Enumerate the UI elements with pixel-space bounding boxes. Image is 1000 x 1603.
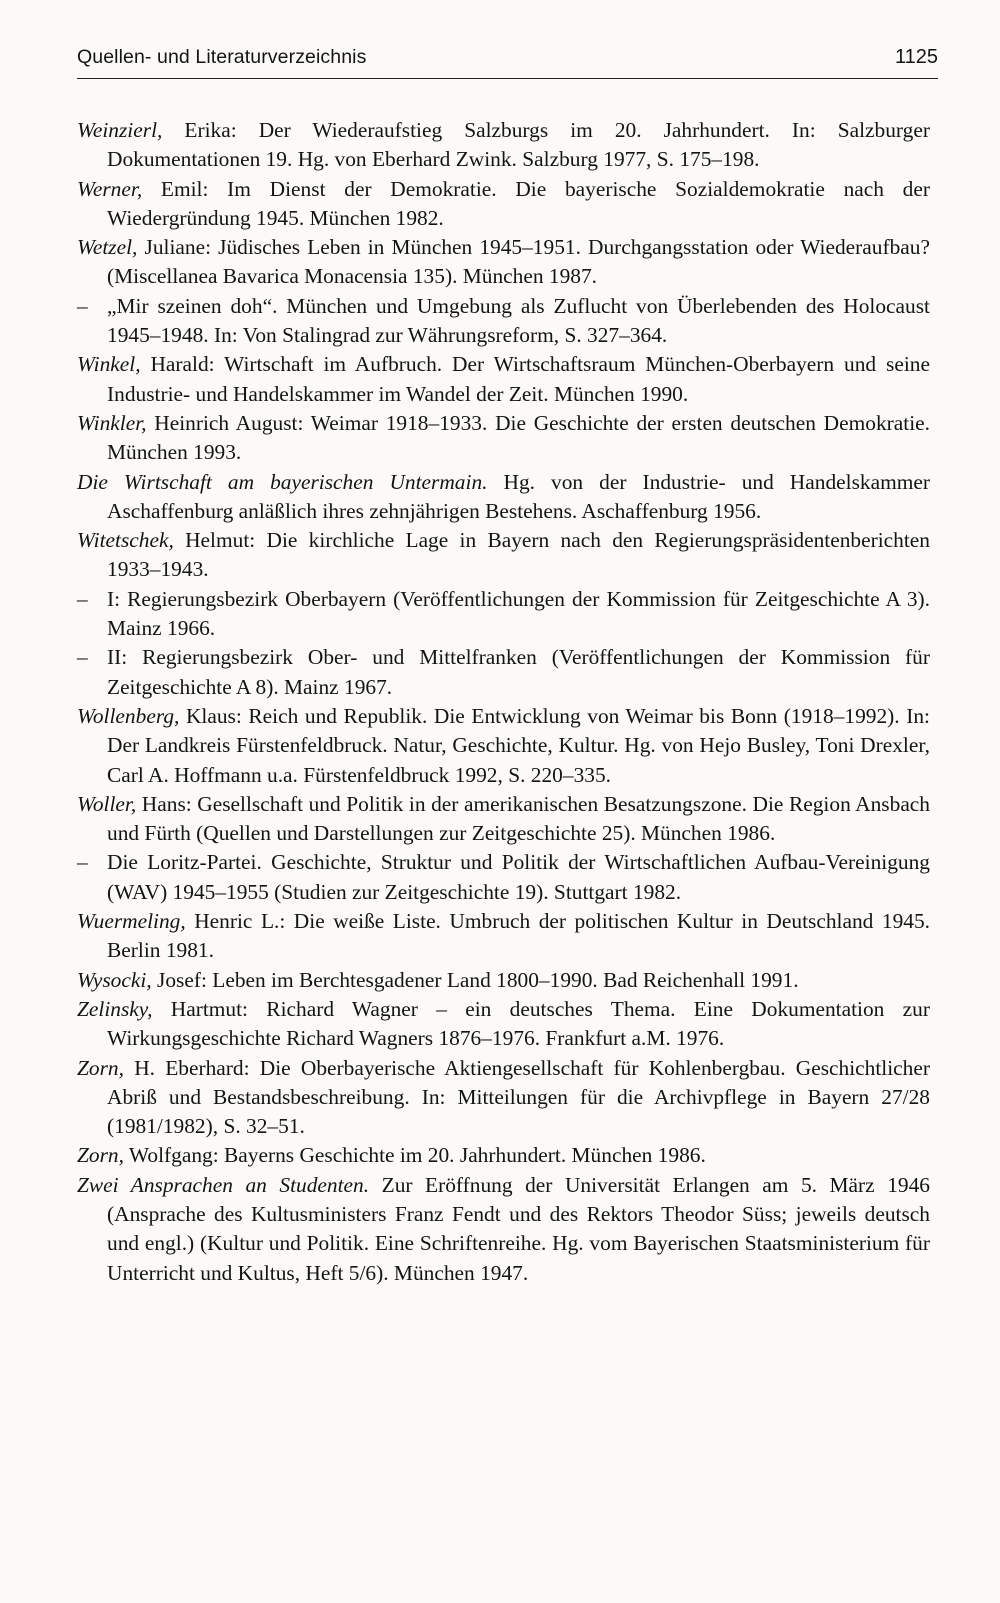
entry-text: Hans: Gesellschaft und Politik in der amerikanischen Besatzungszone. Die Region Ansbach und Fürth (Quellen und Darstellungen zur Zeitgeschichte 25). München 1986. xyxy=(107,791,930,846)
repeat-author-dash: – xyxy=(77,645,88,670)
running-title: Quellen- und Literaturverzeichnis xyxy=(77,46,367,68)
entry-author: Winkler, xyxy=(77,410,147,435)
entry-author: Wetzel, xyxy=(77,235,138,260)
bibliography-entry xyxy=(77,526,930,585)
entry-author: Winkel, xyxy=(77,352,141,377)
entry-text: Juliane: Jüdisches Leben in München 1945–1951. Durchgangsstation oder Wiederaufbau? (Miscellanea Bavarica Monacensia 135). München 1987. xyxy=(107,235,930,289)
bibliography-entry xyxy=(77,1054,930,1142)
bibliography-list xyxy=(77,116,930,1288)
entry-author: Weinzierl, xyxy=(77,118,163,142)
entry-author: Zelinsky, xyxy=(77,996,153,1021)
entry-text: I: Regierungsbezirk Oberbayern (Veröffentlichungen der Kommission für Zeitgeschichte A 3). Mainz 1966. xyxy=(107,586,930,641)
entry-text: H. Eberhard: Die Oberbayerische Aktiengesellschaft für Kohlenbergbau. Geschichtlicher Abriß und Bestandsbeschreibung. In: Mitteilungen für die Archivpflege in Bayern 27/28 (1981/1982), S. 32–51. xyxy=(107,1055,930,1139)
bibliography-entry xyxy=(77,1141,930,1170)
entry-text: Josef: Leben im Berchtesgadener Land 1800–1990. Bad Reichenhall 1991. xyxy=(151,967,799,992)
entry-text: „Mir szeinen doh“. München und Umgebung als Zuflucht von Überlebenden des Holocaust 1945–1948. In: Von Stalingrad zur Währungsreform, S. 327–364. xyxy=(107,293,930,348)
bibliography-entry xyxy=(77,175,930,234)
entry-text: Heinrich August: Weimar 1918–1933. Die Geschichte der ersten deutschen Demokratie. München 1993. xyxy=(107,410,930,465)
entry-text: Hartmut: Richard Wagner – ein deutsches Thema. Eine Dokumentation zur Wirkungsgeschichte Richard Wagners 1876–1976. Frankfurt a.M. 1976. xyxy=(107,996,930,1051)
entry-text: Die Loritz-Partei. Geschichte, Struktur und Politik der Wirtschaftlichen Aufbau-Vereinigung (WAV) 1945–1955 (Studien zur Zeitgeschichte 19). Stuttgart 1982. xyxy=(107,850,930,904)
bibliography-entry xyxy=(77,643,930,702)
entry-text: Zur Eröffnung der Universität Erlangen am 5. März 1946 (Ansprache des Kultusministers Franz Fendt und des Rektors Theodor Süss; jeweils deutsch und engl.) (Kultur und Politik. Eine Schriftenreihe. Hg. vom Bayerischen Staatsministerium für Unterricht und Kultus, Heft 5/6). München 1947. xyxy=(107,1172,930,1285)
bibliography-entry xyxy=(77,907,930,966)
bibliography-entry xyxy=(77,790,930,849)
entry-author: Wysocki, xyxy=(77,967,152,992)
entry-author: Wuermeling, xyxy=(77,909,186,934)
entry-author: Die Wirtschaft am bayerischen Untermain. xyxy=(77,469,488,494)
entry-text: Klaus: Reich und Republik. Die Entwicklung von Weimar bis Bonn (1918–1992). In: Der Landkreis Fürstenfeldbruck. Natur, Geschichte, Kultur. Hg. von Hejo Busley, Toni Drexler, Carl A. Hoffmann u.a. Fürstenfeldbruck 1992, S. 220–335. xyxy=(107,703,930,787)
entry-author: Zorn, xyxy=(77,1055,124,1080)
entry-text: Wolfgang: Bayerns Geschichte im 20. Jahrhundert. München 1986. xyxy=(123,1143,706,1168)
bibliography-entry xyxy=(77,1171,930,1288)
running-header xyxy=(77,44,938,79)
repeat-author-dash: – xyxy=(77,586,88,611)
bibliography-entry xyxy=(77,233,930,292)
bibliography-entry xyxy=(77,585,930,644)
entry-author: Werner, xyxy=(77,176,143,201)
repeat-author-dash: – xyxy=(77,850,88,875)
entry-author: Zorn, xyxy=(77,1143,124,1168)
bibliography-entry xyxy=(77,409,930,468)
bibliography-entry xyxy=(77,350,930,409)
entry-text: Harald: Wirtschaft im Aufbruch. Der Wirtschaftsraum München-Oberbayern und seine Industrie- und Handelskammer im Wandel der Zeit. München 1990. xyxy=(107,352,930,406)
entry-text: Helmut: Die kirchliche Lage in Bayern nach den Regierungspräsidentenberichten 1933–1943. xyxy=(107,528,930,582)
entry-text: Erika: Der Wiederaufstieg Salzburgs im 20. Jahrhundert. In: Salzburger Dokumentationen 19. Hg. von Eberhard Zwink. Salzburg 1977, S. 175–198. xyxy=(107,118,930,172)
entry-text: Henric L.: Die weiße Liste. Umbruch der politischen Kultur in Deutschland 1945. Berlin 1981. xyxy=(107,909,930,963)
entry-author: Wollenberg, xyxy=(77,703,180,728)
bibliography-entry xyxy=(77,116,930,175)
entry-author: Woller, xyxy=(77,791,137,816)
bibliography-entry xyxy=(77,995,930,1054)
repeat-author-dash: – xyxy=(77,293,88,318)
bibliography-entry xyxy=(77,702,930,790)
entry-text: Emil: Im Dienst der Demokratie. Die bayerische Sozialdemokratie nach der Wiedergründung 1945. München 1982. xyxy=(107,176,930,230)
entry-text: Hg. von der Industrie- und Handelskammer Aschaffenburg anläßlich ihres zehnjährigen Bestehens. Aschaffenburg 1956. xyxy=(107,469,930,523)
bibliography-entry xyxy=(77,292,930,351)
entry-author: Zwei Ansprachen an Studenten. xyxy=(77,1172,370,1197)
page-number: 1125 xyxy=(894,46,938,68)
entry-text: II: Regierungsbezirk Ober- und Mittelfranken (Veröffentlichungen der Kommission für Zeitgeschichte A 8). Mainz 1967. xyxy=(107,645,930,699)
bibliography-entry xyxy=(77,468,930,527)
bibliography-entry xyxy=(77,966,930,995)
entry-author: Witetschek, xyxy=(77,528,174,553)
bibliography-entry xyxy=(77,848,930,907)
